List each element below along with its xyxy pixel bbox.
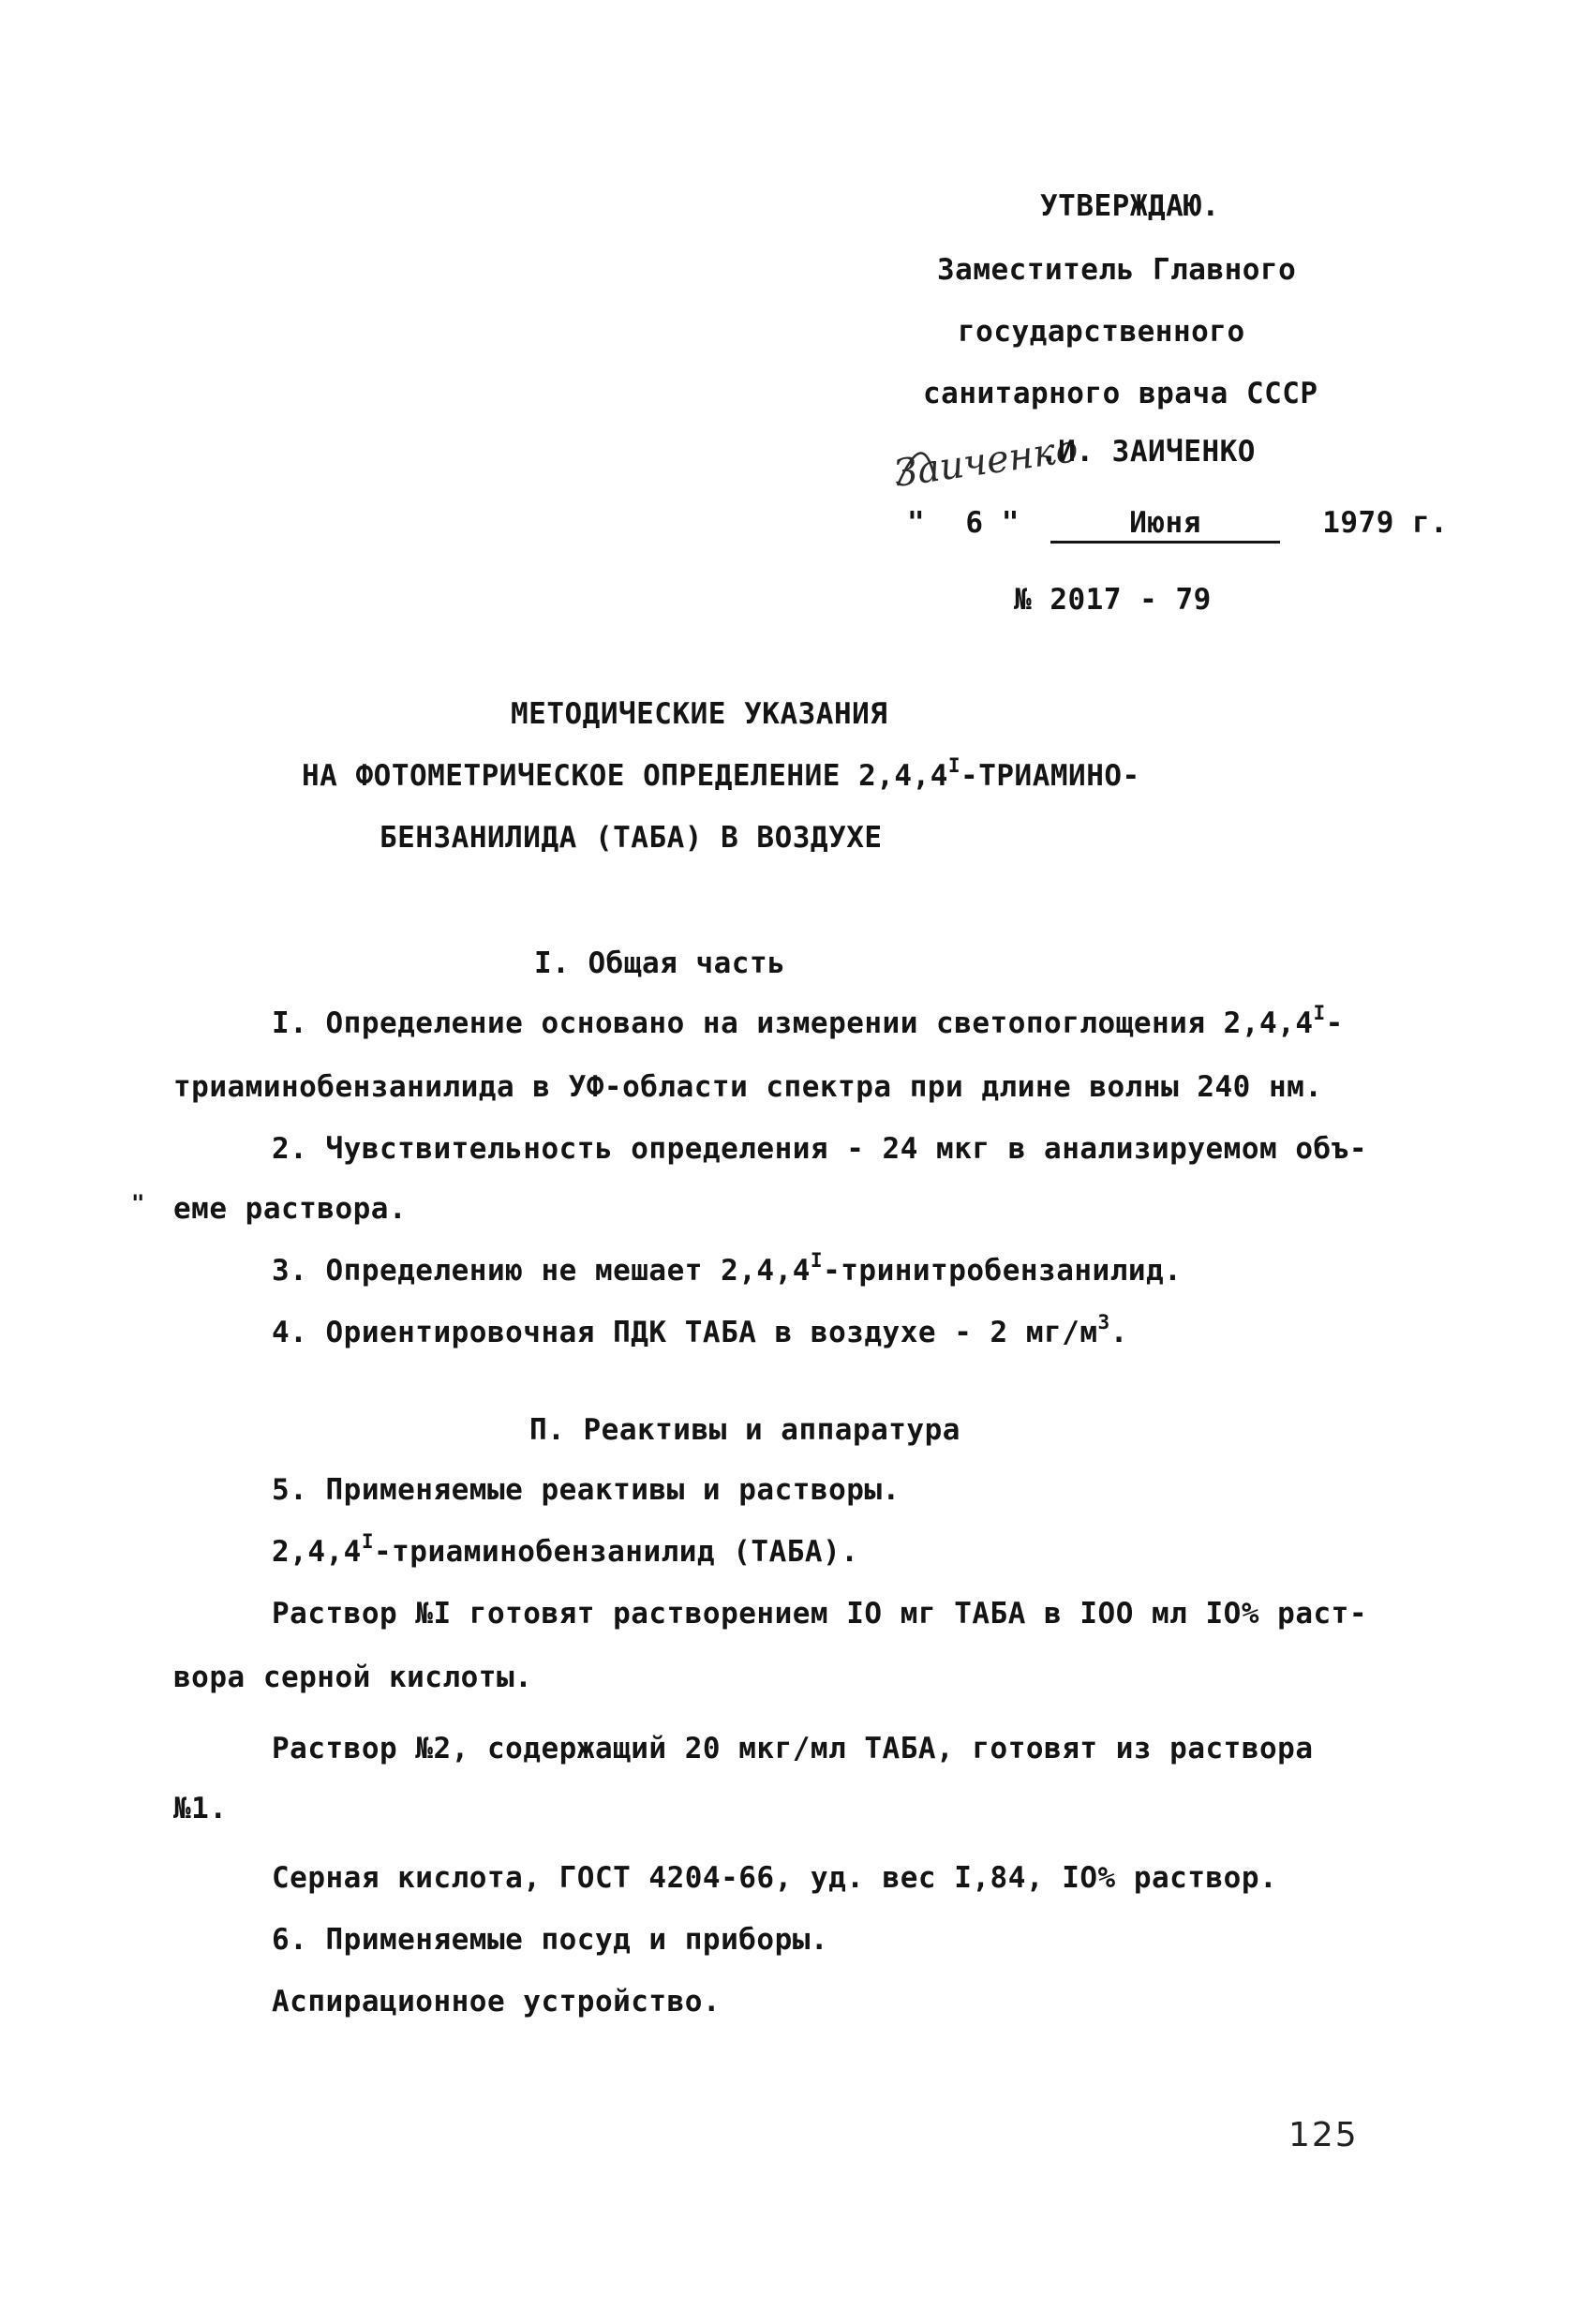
solution1-line2: вора серной кислоты.	[173, 1661, 533, 1694]
title-line1: МЕТОДИЧЕСКИЕ УКАЗАНИЯ	[511, 697, 888, 731]
paragraph-6: 6. Применяемые посуд и приборы.	[272, 1923, 829, 1957]
section2-heading: П. Реактивы и аппаратура	[529, 1413, 960, 1447]
paragraph-1-line2: триаминобензанилида в УФ-области спектра при длине волны 240 нм.	[173, 1070, 1323, 1104]
taba-text: 2,4,4	[272, 1535, 362, 1569]
approval-position-line2: государственного	[958, 315, 1245, 349]
title-line2-text: НА ФОТОМЕТРИЧЕСКОЕ ОПРЕДЕЛЕНИЕ 2,4,4	[302, 759, 948, 793]
approval-date	[907, 504, 1448, 544]
signature-text: Заиченко	[891, 426, 1081, 496]
p4-end: .	[1109, 1316, 1128, 1349]
page-number: 125	[1288, 2116, 1359, 2154]
p4-sup: 3	[1097, 1311, 1110, 1333]
margin-mark: "	[131, 1190, 145, 1216]
taba-line	[272, 1530, 859, 1573]
taba-sup: I	[361, 1530, 374, 1553]
date-day: 6	[965, 506, 984, 540]
approval-position-line3: санитарного врача СССР	[923, 377, 1318, 410]
aspirator-line: Аспирационное устройство.	[272, 1985, 722, 2019]
paragraph-5: 5. Применяемые реактивы и растворы.	[272, 1473, 901, 1507]
approval-signatory: .И. ЗАИЧЕНКО	[1040, 435, 1256, 469]
solution1-line1: Раствор №I готовят растворением IO мг ТАБА в IOO мл IO% раст-	[272, 1597, 1367, 1631]
date-close-quote: "	[1001, 506, 1020, 540]
p3-sup: I	[810, 1249, 824, 1272]
paragraph-4	[272, 1311, 1128, 1354]
approval-number: № 2017 - 79	[1014, 583, 1212, 617]
sulfuric-acid-line: Серная кислота, ГОСТ 4204-66, уд. вес I,84, IO% раствор.	[272, 1861, 1278, 1895]
date-month: Июня	[1050, 505, 1280, 544]
date-year: 1979 г.	[1322, 506, 1449, 540]
paragraph-1-line1	[272, 1002, 1344, 1045]
paragraph-3	[272, 1249, 1183, 1292]
title-line2-end: -ТРИАМИНО-	[960, 759, 1140, 793]
solution2-line2: №1.	[173, 1792, 228, 1825]
date-open-quote: "	[907, 506, 926, 540]
signature-icon	[890, 420, 1081, 504]
p1-end: -	[1325, 1006, 1344, 1040]
paragraph-2-line1: 2. Чувствительность определения - 24 мкг в анализируемом объ-	[272, 1132, 1367, 1166]
p1-sup: I	[1313, 1002, 1326, 1024]
approval-position-line1: Заместитель Главного	[937, 253, 1297, 287]
title-line3: БЕНЗАНИЛИДА (ТАБА) В ВОЗДУХЕ	[380, 821, 883, 855]
solution2-line1: Раствор №2, содержащий 20 мкг/мл ТАБА, готовят из раствора	[272, 1732, 1314, 1765]
approval-status: УТВЕРЖДАЮ.	[1040, 189, 1220, 223]
p1-text: I. Определение основано на измерении светопоглощения 2,4,4	[272, 1006, 1314, 1040]
title-line2-sup: I	[947, 754, 961, 777]
p3-end: -тринитробензанилид.	[823, 1254, 1183, 1288]
section1-heading: I. Общая часть	[534, 946, 786, 980]
p4-text: 4. Ориентировочная ПДК ТАБА в воздухе - 2 мг/м	[272, 1316, 1098, 1349]
title-line2	[302, 754, 1140, 797]
handwritten-signature	[890, 420, 1081, 504]
p3-text: 3. Определению не мешает 2,4,4	[272, 1254, 811, 1288]
taba-end: -триаминобензанилид (ТАБА).	[373, 1535, 859, 1569]
paragraph-2-line2: еме раствора.	[173, 1192, 408, 1226]
